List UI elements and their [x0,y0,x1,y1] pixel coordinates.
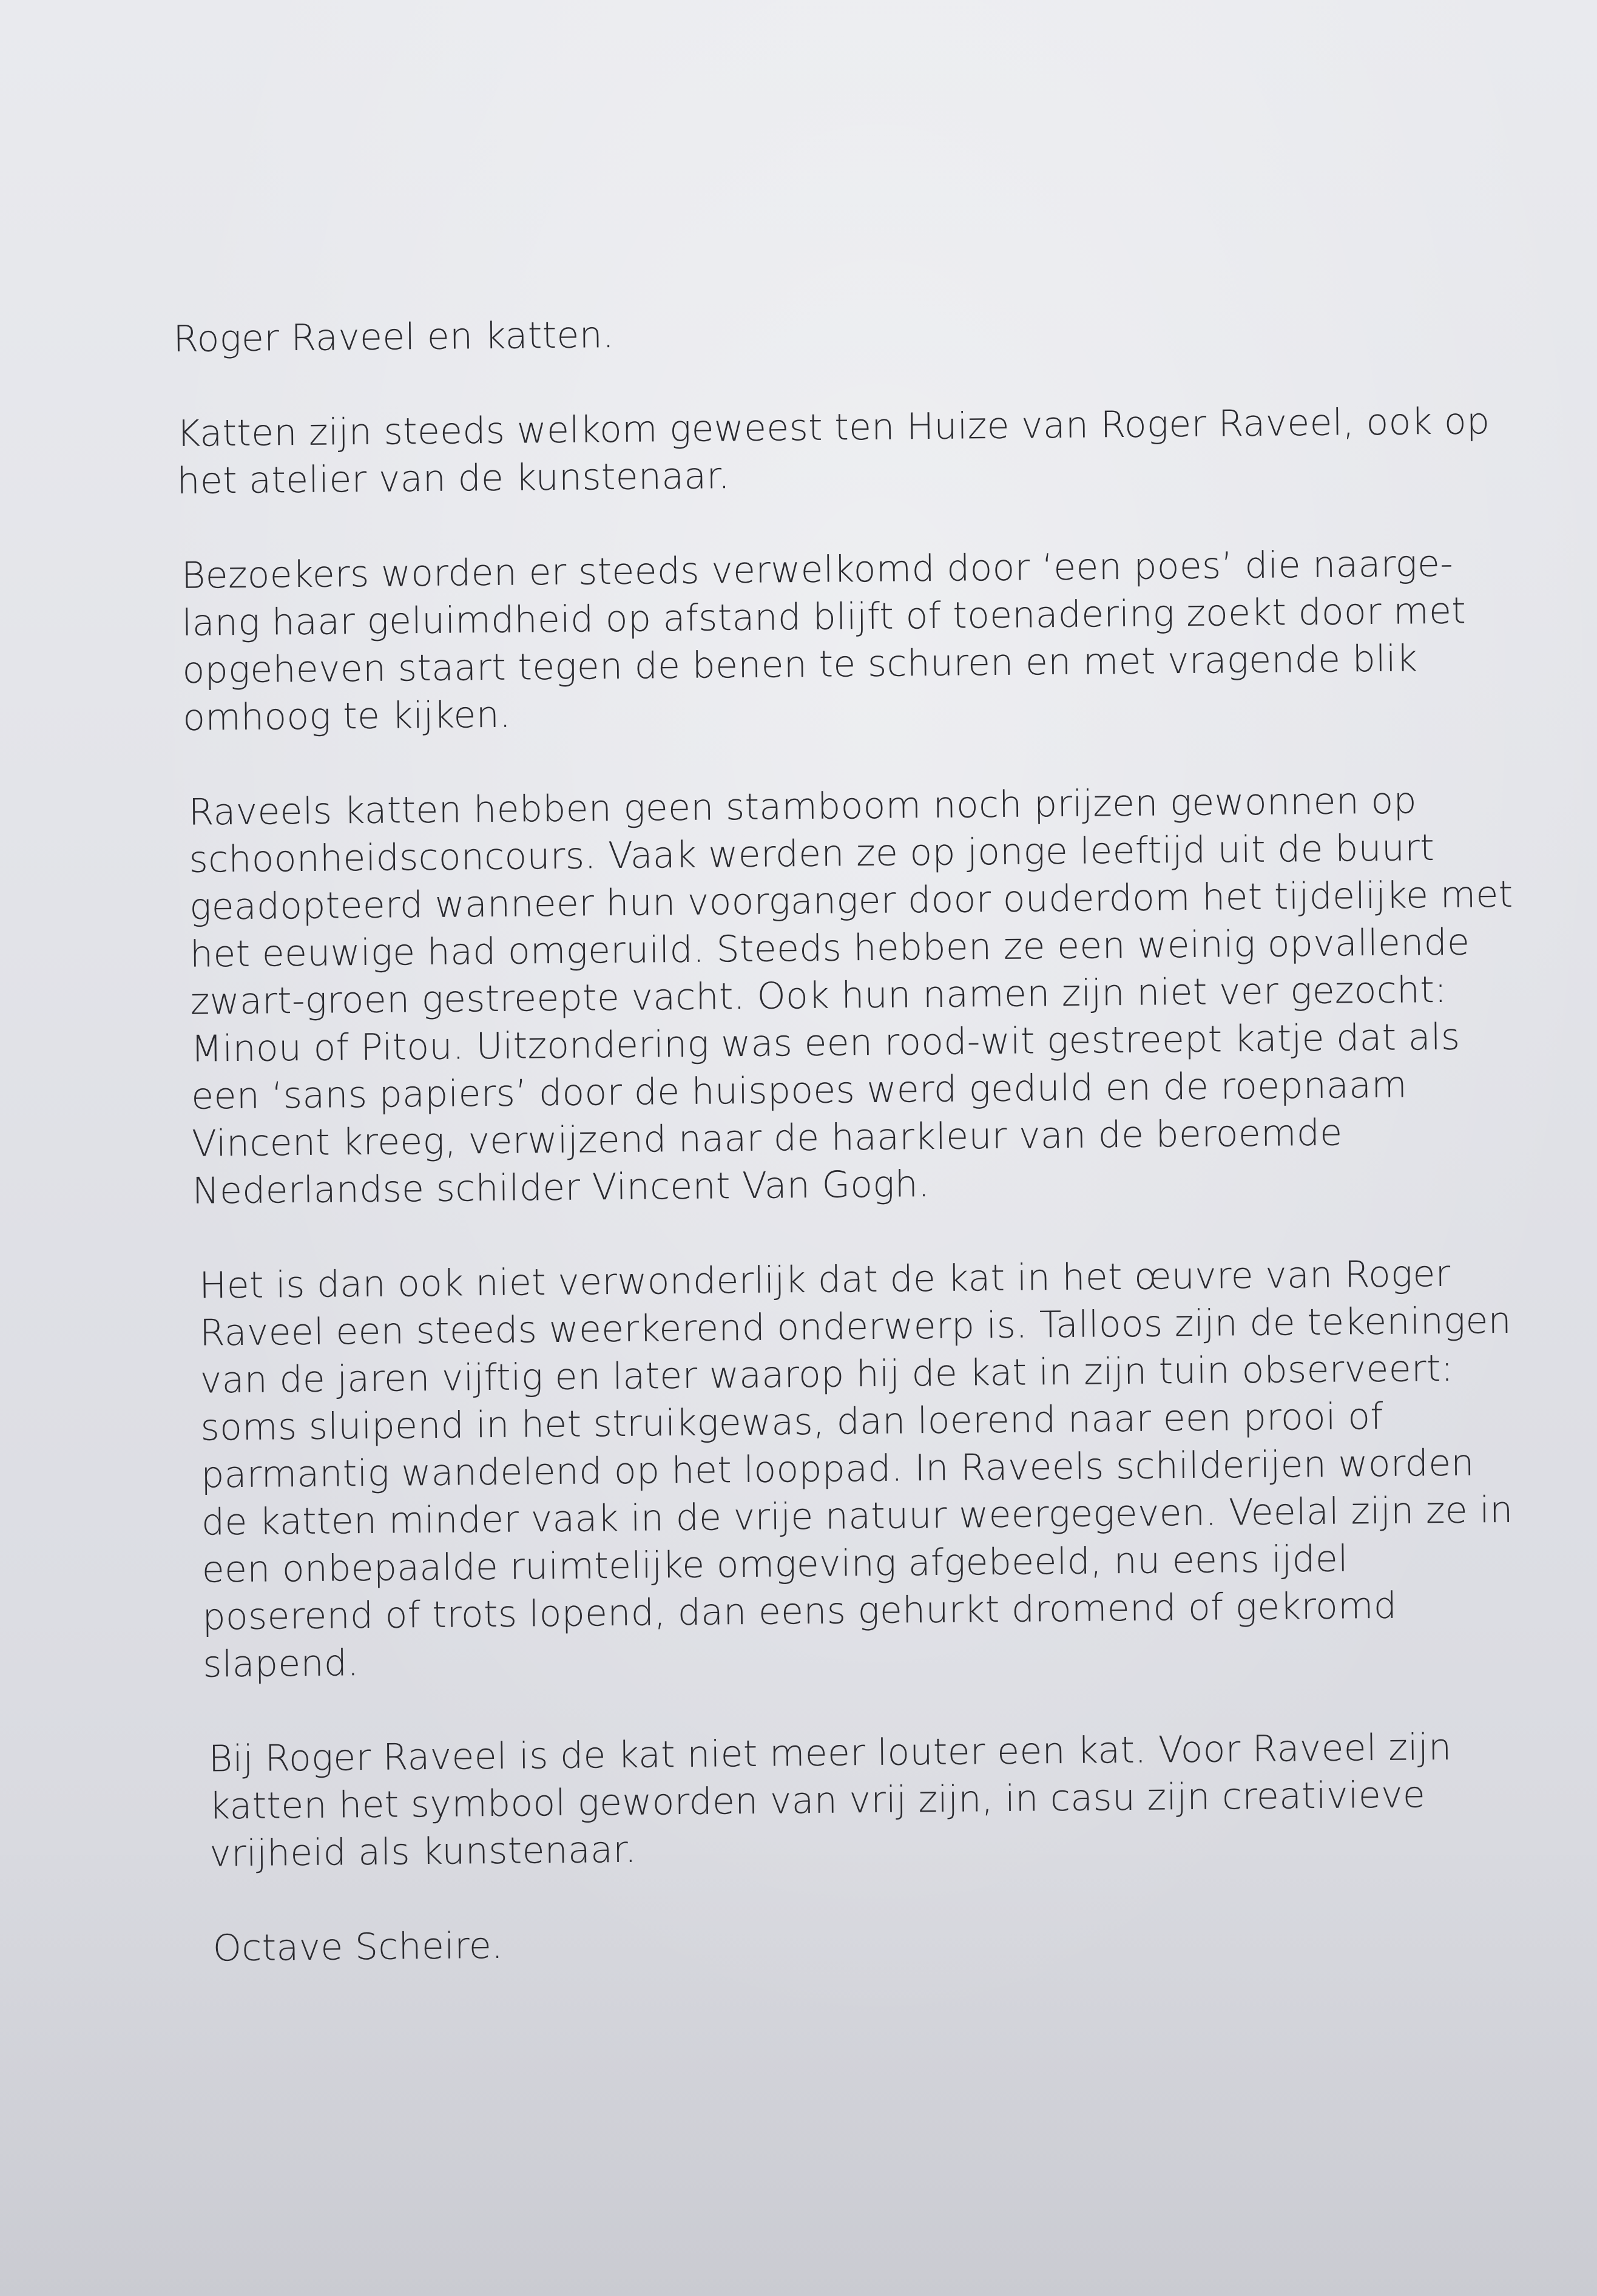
paragraph-symbol [186,1724,1452,1878]
text-line: zwart-groen gestreepte vacht. Ook hun namen zijn niet ver gezocht: [190,968,1447,1023]
text-line: van de jaren vijftig en later waarop hij de kat in zijn tuin observeert: [200,1347,1454,1402]
text-line: Vincent kreeg, verwijzend naar de haarkleur van de beroemde [191,1111,1343,1165]
text-line: lang haar geluimdheid op afstand blijft of toenadering zoekt door met [181,589,1467,645]
text-line: slapend. [203,1642,359,1686]
document-body [173,304,1513,1973]
text-line: het eeuwige had omgeruild. Steeds hebben ze een weinig opvallende [189,921,1470,976]
text-line: Bezoekers worden er steeds verwelkomd door ‘een poes’ die naarge- [181,542,1454,597]
text-line: Katten zijn steeds welkom geweest ten Huize van Roger Raveel, ook op [176,400,1490,455]
text-line: een onbepaalde ruimtelijke omgeving afgebeeld, nu eens ijdel [201,1537,1349,1591]
text-line: Raveel een steeds weerkerend onderwerp is. Talloos zijn de tekeningen [199,1299,1512,1355]
text-line: Nederlandse schilder Vincent Van Gogh. [192,1163,930,1213]
text-line: poserend of trots lopend, dan eens gehurkt dromend of gekromd [202,1584,1397,1639]
text-line: de katten minder vaak in de vrije natuur weergegeven. Veelal zijn ze in [201,1488,1513,1544]
document-title: Roger Raveel en katten. [173,314,615,361]
text-line: Minou of Pitou. Uitzondering was een rood-wit gestreept katje dat als [191,1015,1460,1071]
text-line: schoonheidsconcours. Vaak werden ze op jonge leeftijd uit de buurt [189,827,1435,881]
text-line: katten het symbool geworden van vrij zijn, in casu zijn creativieve [209,1773,1426,1828]
text-line: Raveels katten hebben geen stamboom noch prijzen gewonnen op [188,779,1417,834]
text-line: soms sluipend in het struikgewas, dan loerend naar een prooi of [200,1395,1384,1449]
text-line: Het is dan ook niet verwonderlijk dat de kat in het œuvre van Roger [199,1252,1451,1307]
text-line: een ‘sans papiers’ door de huispoes werd geduld en de roepnaam [191,1063,1408,1118]
paragraph-visitors [175,541,1467,742]
signature-paragraph [188,1913,1414,1972]
paragraph-cats-origin [177,777,1513,1215]
document-title-paragraph [173,304,1399,363]
paragraph-oeuvre [182,1251,1513,1688]
text-line: omhoog te kijken. [183,693,512,739]
text-line: opgeheven staart tegen de benen te schuren en met vragende blik [182,637,1418,692]
paragraph-intro [174,399,1490,505]
text-line: Bij Roger Raveel is de kat niet meer louter een kat. Voor Raveel zijn [208,1725,1452,1781]
text-line: geadopteerd wanneer hun voorganger door ouderdom het tijdelijke met [189,873,1513,929]
text-line: het atelier van de kunstenaar. [177,455,731,503]
text-line: parmantig wandelend op het looppad. In Raveels schilderijen worden [201,1441,1475,1497]
author-signature: Octave Scheire. [212,1924,504,1970]
text-line: vrijheid als kunstenaar. [209,1828,637,1875]
